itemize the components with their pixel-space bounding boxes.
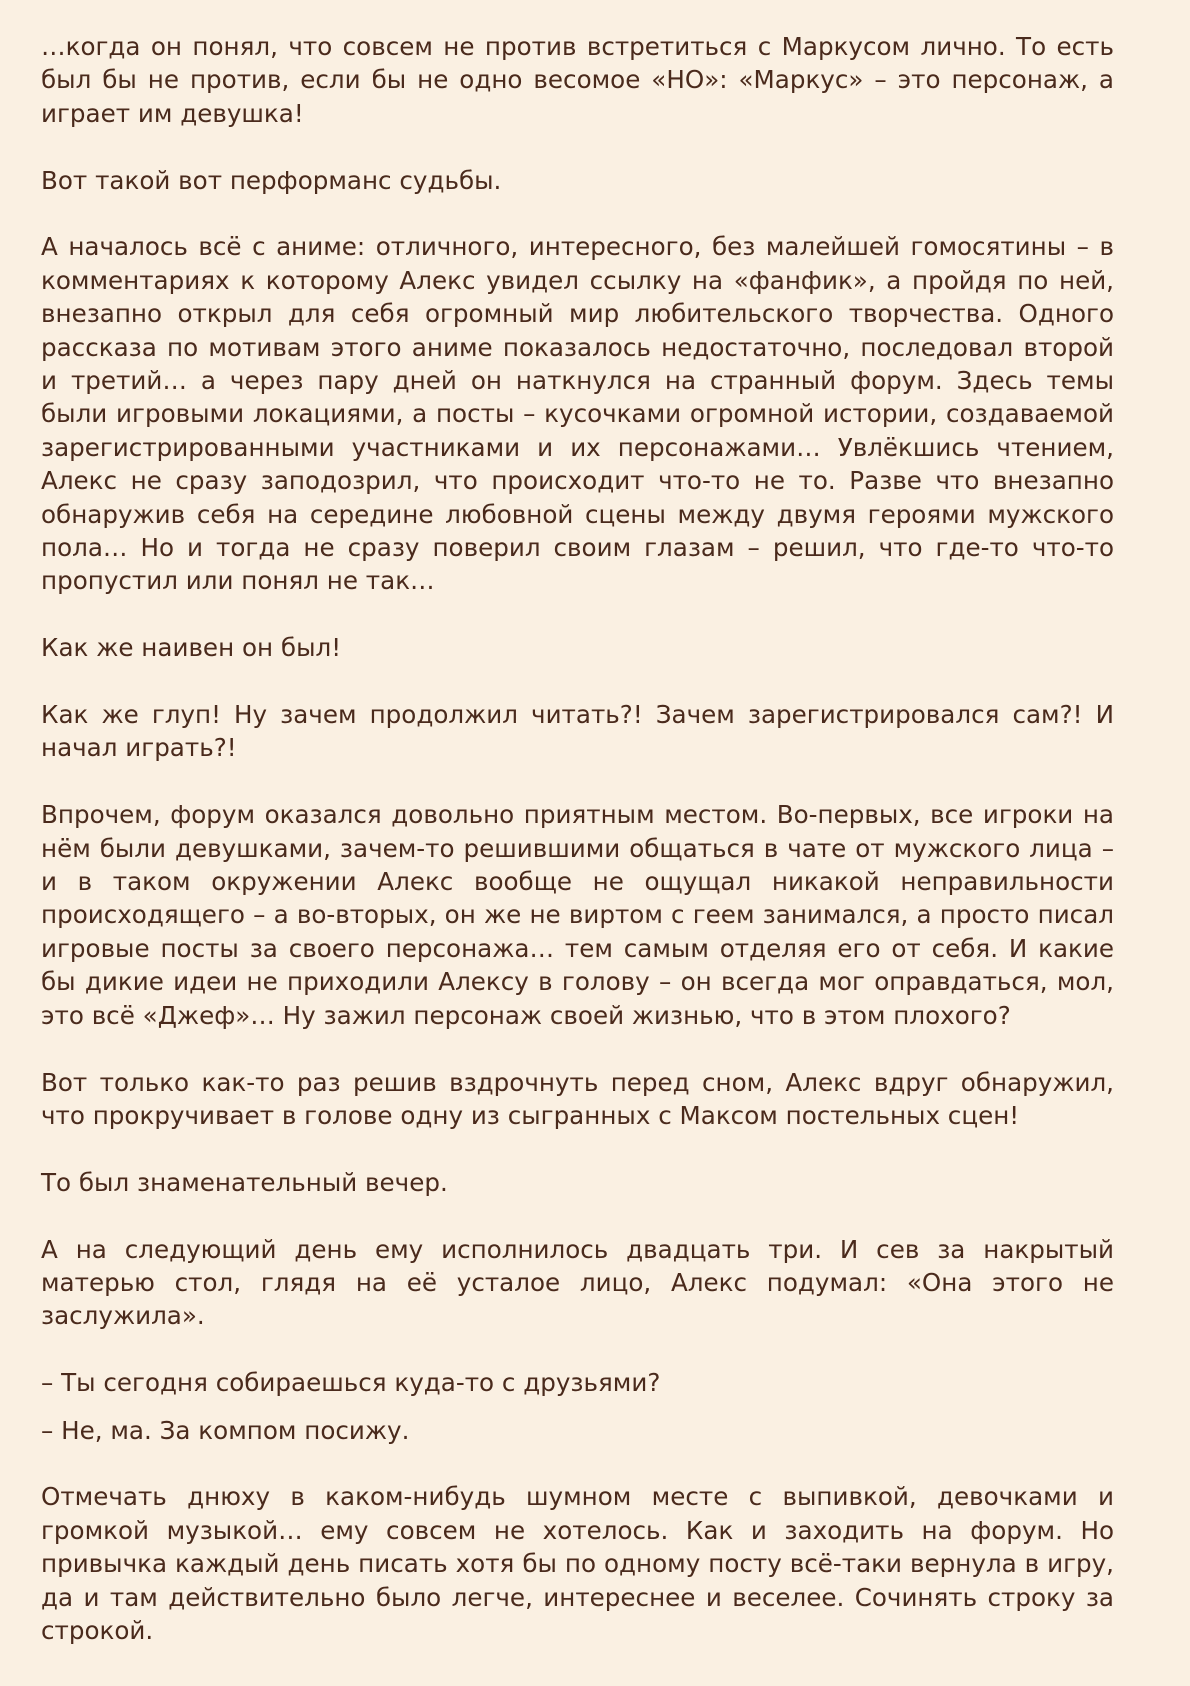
dialogue-line-mother: – Ты сегодня собираешься куда-то с друзьями? [41, 1368, 661, 1398]
paragraph-birthday: А на следующий день ему исполнилось двадцать три. И сев за накрытый матерью стол, глядя на её усталое лицо, Алекс подумал: «Она этого не заслужила». [41, 1234, 1114, 1331]
dialogue-line-alex: – Не, ма. За компом посижу. [41, 1415, 410, 1445]
paragraph-forum-description: Впрочем, форум оказался довольно приятным местом. Во-первых, все игроки на нём были девушками, зачем-то решившими общаться в чате от мужского лица – и в таком окружении Алекс вообще не ощущал никакой неправильности происходящего – а во-вторых, он же не виртом с геем занимался, а просто писал игровые посты за своего персонажа… тем самым отделяя его от себя. И какие бы дикие идеи не приходили Алексу в голову – он всегда мог оправдаться, мол, это всё «Джеф»… Ну зажил персонаж своей жизнью, что в этом плохого? [41, 800, 1114, 1030]
paragraph-anime-forum: А началось всё с аниме: отличного, интересного, без малейшей гомосятины – в комментариях к которому Алекс увидел ссылку на «фанфик», а пройдя по ней, внезапно открыл для себя огромный мир любительского творчества. Одного рассказа по мотивам этого аниме показалось недостаточно, последовал второй и третий… а через пару дней он наткнулся на странный форум. Здесь темы были игровыми локациями, а посты – кусочками огромной истории, создаваемой зарегистрированными участниками и их персонажами… Увлёкшись чтением, Алекс не сразу заподозрил, что происходит что-то не то. Разве что внезапно обнаружив себя на середине любовной сцены между двумя героями мужского пола… Но и тогда не сразу поверил своим глазам – решил, что где-то что-то пропустил или понял не так… [41, 232, 1114, 596]
paragraph-realization: Вот только как-то раз решив вздрочнуть перед сном, Алекс вдруг обнаружил, что прокручивает в голове одну из сыгранных с Максом постельных сцен! [41, 1067, 1114, 1130]
paragraph-closing: Отмечать днюху в каком-нибудь шумном месте с выпивкой, девочками и громкой музыкой… ему совсем не хотелось. Как и заходить на форум. Но привычка каждый день писать хотя бы по одному посту всё-таки вернула в игру, да и там действительно было легче, интереснее и веселее. Сочинять строку за строкой. [41, 1482, 1114, 1645]
paragraph-naive: Как же наивен он был! [41, 633, 342, 663]
paragraph-performance: Вот такой вот перформанс судьбы. [41, 165, 502, 195]
paragraph-evening: То был знаменательный вечер. [41, 1167, 448, 1197]
paragraph-meeting-markus: …когда он понял, что совсем не против встретиться с Маркусом лично. То есть был бы не против, если бы не одно весомое «НО»: «Маркус» – это персонаж, а играет им девушка! [41, 32, 1114, 128]
paragraph-stupid: Как же глуп! Ну зачем продолжил читать?! Зачем зарегистрировался сам?! И начал играть?! [41, 700, 1114, 763]
